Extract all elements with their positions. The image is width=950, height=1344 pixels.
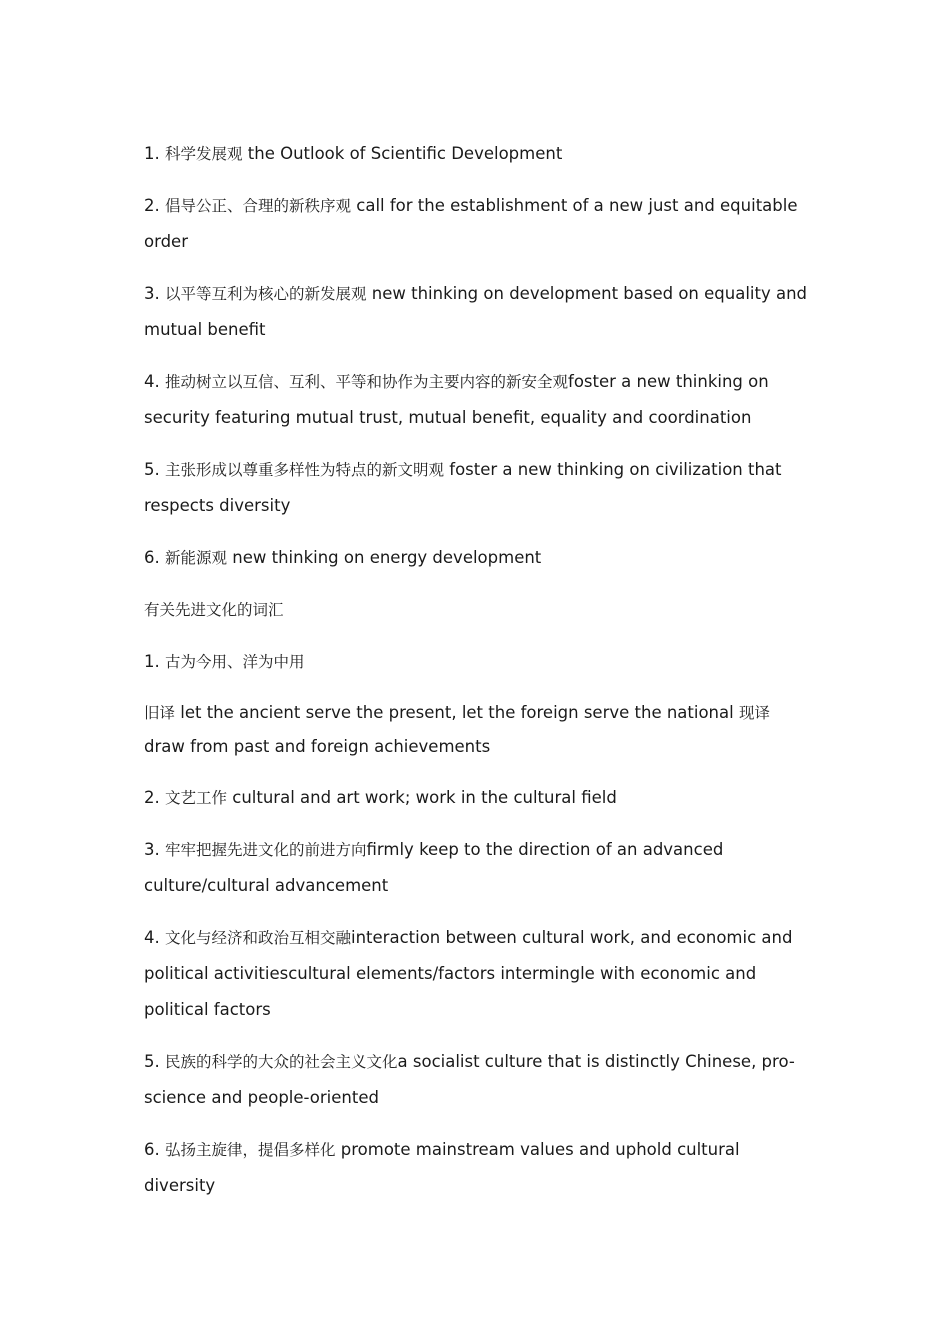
item-english: new thinking on energy development bbox=[232, 548, 542, 567]
list-item bbox=[144, 452, 814, 524]
list-item bbox=[144, 1132, 814, 1204]
item-chinese: 文艺工作 bbox=[165, 789, 228, 807]
item-number: 4. bbox=[144, 928, 160, 947]
item-chinese: 新能源观 bbox=[165, 549, 228, 567]
item-number: 3. bbox=[144, 840, 160, 859]
item-number: 6. bbox=[144, 548, 160, 567]
item-english: a socialist culture that is distinctly Chinese, pro-science and people-oriented bbox=[144, 1052, 795, 1107]
item-number: 5. bbox=[144, 1052, 160, 1071]
new-translation-label: 现译 bbox=[738, 704, 770, 722]
item-number: 6. bbox=[144, 1140, 160, 1159]
old-translation-label: 旧译 bbox=[144, 704, 176, 722]
item-english: promote mainstream values and uphold cultural diversity bbox=[144, 1140, 740, 1195]
item-english: interaction between cultural work, and economic and political activitiescultural elements/factors intermingle with economic and political factors bbox=[144, 928, 793, 1019]
item-english: the Outlook of Scientific Development bbox=[247, 144, 563, 163]
list-item bbox=[144, 136, 814, 172]
item-chinese: 古为今用、洋为中用 bbox=[165, 653, 305, 671]
section-heading: 有关先进文化的词汇 bbox=[144, 601, 284, 619]
list-item bbox=[144, 364, 814, 436]
list-item bbox=[144, 1044, 814, 1116]
old-translation-text: let the ancient serve the present, let the foreign serve the national bbox=[180, 703, 734, 722]
list-item bbox=[144, 920, 814, 1028]
list-item bbox=[144, 832, 814, 904]
list-item bbox=[144, 276, 814, 348]
translation-note bbox=[144, 696, 814, 764]
item-english: cultural and art work; work in the cultural field bbox=[232, 788, 617, 807]
list-item bbox=[144, 780, 814, 816]
list-item bbox=[144, 540, 814, 576]
item-chinese: 以平等互利为核心的新发展观 bbox=[165, 285, 367, 303]
new-translation-text: draw from past and foreign achievements bbox=[144, 737, 491, 756]
item-number: 5. bbox=[144, 460, 160, 479]
item-english: call for the establishment of a new just and equitable order bbox=[144, 196, 798, 251]
item-number: 1. bbox=[144, 652, 160, 671]
item-chinese: 主张形成以尊重多样性为特点的新文明观 bbox=[165, 461, 445, 479]
item-chinese: 推动树立以互信、互利、平等和协作为主要内容的新安全观 bbox=[165, 373, 569, 391]
item-chinese: 弘扬主旋律，提倡多样化 bbox=[165, 1141, 336, 1159]
item-chinese: 牢牢把握先进文化的前进方向 bbox=[165, 841, 367, 859]
item-chinese: 文化与经济和政治互相交融 bbox=[165, 929, 352, 947]
item-english: foster a new thinking on security featuring mutual trust, mutual benefit, equality and coordination bbox=[144, 372, 769, 427]
item-chinese: 倡导公正、合理的新秩序观 bbox=[165, 197, 352, 215]
list-item bbox=[144, 188, 814, 260]
item-number: 3. bbox=[144, 284, 160, 303]
item-number: 2. bbox=[144, 788, 160, 807]
item-english: new thinking on development based on equality and mutual benefit bbox=[144, 284, 808, 339]
item-english: foster a new thinking on civilization that respects diversity bbox=[144, 460, 782, 515]
item-english: firmly keep to the direction of an advanced culture/cultural advancement bbox=[144, 840, 724, 895]
list-item bbox=[144, 644, 814, 680]
item-number: 4. bbox=[144, 372, 160, 391]
item-number: 2. bbox=[144, 196, 160, 215]
document-body bbox=[144, 136, 814, 1220]
item-chinese: 科学发展观 bbox=[165, 145, 243, 163]
item-chinese: 民族的科学的大众的社会主义文化 bbox=[165, 1053, 398, 1071]
item-number: 1. bbox=[144, 144, 160, 163]
